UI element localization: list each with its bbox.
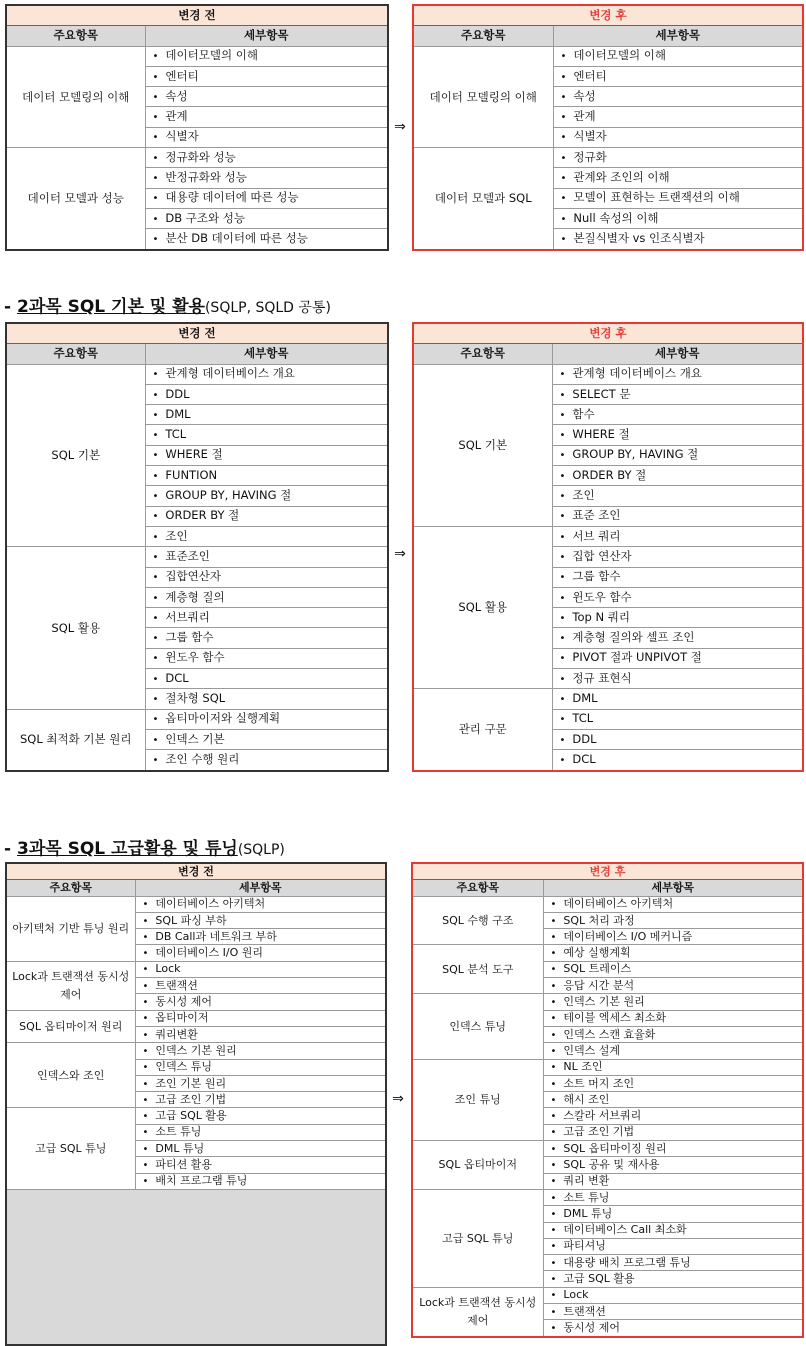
main-item-cell: 데이터 모델과 SQL [413, 148, 553, 250]
detail-item-cell: • 소트 튜닝 [543, 1189, 803, 1205]
detail-item-cell: • 정규 표현식 [552, 669, 803, 689]
table-header-row [412, 880, 803, 896]
detail-item-cell: • DB Call과 네트워크 부하 [135, 929, 386, 945]
table-row [412, 1287, 803, 1303]
detail-item-cell: • 데이터베이스 I/O 원리 [135, 945, 386, 961]
section-2-heading-prefix: - [4, 297, 17, 317]
detail-item-cell: • 분산 DB 데이터에 따른 성능 [145, 229, 388, 250]
detail-item-cell: • 집합연산자 [145, 567, 388, 587]
main-item-cell: 데이터 모델링의 이해 [6, 46, 145, 147]
section-3-before-table [5, 862, 387, 1346]
detail-item-cell: • 옵티마이저 [135, 1010, 386, 1026]
table-title-row [412, 863, 803, 880]
table-row [6, 148, 388, 168]
main-item-header: 주요항목 [6, 26, 145, 46]
detail-item-cell: • 인덱스 튜닝 [135, 1059, 386, 1075]
detail-item-cell: • 관계 [145, 107, 388, 127]
detail-item-cell: • Top N 쿼리 [552, 608, 803, 628]
detail-item-cell: • 속성 [553, 87, 803, 107]
section-2-heading-title: 2과목 SQL 기본 및 활용 [16, 297, 205, 317]
detail-item-cell: • 엔터티 [553, 66, 803, 86]
detail-item-cell: • 표준조인 [145, 547, 388, 567]
main-item-cell: 관리 구문 [413, 689, 552, 771]
detail-item-cell: • 데이터베이스 아키텍처 [135, 896, 386, 912]
detail-item-cell: • DDL [145, 384, 388, 404]
section-1-after-table [412, 4, 804, 251]
section-2-after-table [412, 322, 804, 772]
detail-item-cell: • 서브 쿼리 [552, 526, 803, 546]
detail-item-cell: • 관계형 데이터베이스 개요 [552, 364, 803, 384]
section-3-heading-title: 3과목 SQL 고급활용 및 튜닝 [16, 839, 238, 859]
detail-item-cell: • SELECT 문 [552, 384, 803, 404]
table-row [412, 1141, 803, 1157]
empty-filler-cell [6, 1189, 386, 1344]
detail-item-cell: • 계층형 질의와 셀프 조인 [552, 628, 803, 648]
table-header-row [6, 880, 386, 896]
table-title-row [413, 323, 803, 344]
detail-item-cell: • 대용량 배치 프로그램 튜닝 [543, 1255, 803, 1271]
table-title-row [413, 5, 803, 26]
detail-item-cell: • 소트 머지 조인 [543, 1075, 803, 1091]
before-title: 변경 전 [6, 863, 386, 880]
section-1-before-table [5, 4, 389, 251]
detail-item-cell: • 파티션 활용 [135, 1157, 386, 1173]
table-header-row [413, 344, 803, 364]
main-item-cell: SQL 활용 [6, 547, 145, 709]
detail-item-cell: • 대용량 데이터에 따른 성능 [145, 188, 388, 208]
detail-item-cell: • SQL 공유 및 재사용 [543, 1157, 803, 1173]
main-item-cell: SQL 옵티마이저 원리 [6, 1010, 135, 1043]
detail-item-cell: • DML [145, 405, 388, 425]
detail-item-cell: • 속성 [145, 87, 388, 107]
detail-item-cell: • 응답 시간 분석 [543, 978, 803, 994]
main-item-cell: 고급 SQL 튜닝 [6, 1108, 135, 1189]
detail-item-cell: • SQL 트레이스 [543, 961, 803, 977]
detail-item-cell: • WHERE 절 [145, 445, 388, 465]
detail-item-cell: • 엔터티 [145, 66, 388, 86]
detail-item-cell: • 계층형 질의 [145, 587, 388, 607]
table-row [6, 1043, 386, 1059]
table-row [6, 46, 388, 66]
detail-item-cell: • 모델이 표현하는 트랜잭션의 이해 [553, 188, 803, 208]
detail-item-cell: • 테이블 엑세스 최소화 [543, 1010, 803, 1026]
detail-item-cell: • TCL [552, 709, 803, 729]
detail-item-cell: • 해시 조인 [543, 1092, 803, 1108]
detail-item-cell: • DCL [145, 669, 388, 689]
main-item-cell: 인덱스와 조인 [6, 1043, 135, 1108]
detail-item-header: 세부항목 [145, 344, 388, 364]
detail-item-cell: • 트랜잭션 [135, 978, 386, 994]
detail-item-cell: • 인덱스 설계 [543, 1043, 803, 1059]
table-header-row [6, 26, 388, 46]
detail-item-cell: • 인덱스 스캔 효율화 [543, 1026, 803, 1042]
table-header-row [413, 26, 803, 46]
detail-item-cell: • 윈도우 함수 [552, 587, 803, 607]
detail-item-cell: • 반정규화와 성능 [145, 168, 388, 188]
detail-item-cell: • 옵티마이저와 실행계획 [145, 709, 388, 729]
detail-item-cell: • 파티셔닝 [543, 1238, 803, 1254]
table-row [412, 896, 803, 912]
detail-item-cell: • 관계와 조인의 이해 [553, 168, 803, 188]
after-title: 변경 후 [413, 5, 803, 26]
table-row [413, 46, 803, 66]
detail-item-cell: • GROUP BY, HAVING 절 [145, 486, 388, 506]
table-title-row [6, 5, 388, 26]
section-3-heading-prefix: - [4, 839, 17, 859]
main-item-header: 주요항목 [412, 880, 543, 896]
detail-item-cell: • SQL 옵티마이징 원리 [543, 1141, 803, 1157]
table-row [6, 961, 386, 977]
section-3-after-table [411, 862, 804, 1338]
detail-item-cell: • SQL 처리 과정 [543, 912, 803, 928]
table-title-row [6, 863, 386, 880]
detail-item-cell: • ORDER BY 절 [145, 506, 388, 526]
section-2-before-table [5, 322, 389, 772]
detail-item-cell: • 예상 실행계획 [543, 945, 803, 961]
table-row [412, 1189, 803, 1205]
detail-item-cell: • 정규화 [553, 148, 803, 168]
detail-item-cell: • 트랜잭션 [543, 1304, 803, 1320]
empty-filler-row [6, 1189, 386, 1344]
detail-item-cell: • 표준 조인 [552, 506, 803, 526]
table-row [6, 709, 388, 729]
detail-item-cell: • DB 구조와 성능 [145, 208, 388, 228]
detail-item-cell: • 식별자 [553, 127, 803, 147]
detail-item-header: 세부항목 [553, 26, 803, 46]
main-item-cell: SQL 수행 구조 [412, 896, 543, 945]
main-item-cell: Lock과 트랜잭션 동시성 제어 [6, 961, 135, 1010]
main-item-cell: SQL 기본 [413, 364, 552, 526]
detail-item-cell: • 관계 [553, 107, 803, 127]
main-item-header: 주요항목 [413, 26, 553, 46]
detail-item-cell: • GROUP BY, HAVING 절 [552, 445, 803, 465]
detail-item-cell: • DCL [552, 750, 803, 771]
main-item-cell: 고급 SQL 튜닝 [412, 1189, 543, 1287]
detail-item-cell: • 조인 [145, 526, 388, 546]
detail-item-cell: • 인덱스 기본 원리 [135, 1043, 386, 1059]
detail-item-header: 세부항목 [552, 344, 803, 364]
before-title: 변경 전 [6, 323, 388, 344]
section-3-heading-note: (SQLP) [237, 842, 285, 858]
detail-item-cell: • DML [552, 689, 803, 709]
table-header-row [6, 344, 388, 364]
detail-item-cell: • 본질식별자 vs 인조식별자 [553, 229, 803, 250]
main-item-cell: SQL 옵티마이저 [412, 1141, 543, 1190]
after-title: 변경 후 [412, 863, 803, 880]
detail-item-cell: • 데이터모델의 이해 [553, 46, 803, 66]
detail-item-header: 세부항목 [135, 880, 386, 896]
table-row [413, 364, 803, 384]
main-item-cell: 조인 튜닝 [412, 1059, 543, 1140]
detail-item-cell: • 고급 조인 기법 [135, 1092, 386, 1108]
main-item-cell: 데이터 모델링의 이해 [413, 46, 553, 147]
detail-item-cell: • 식별자 [145, 127, 388, 147]
section-2-heading [4, 292, 331, 317]
detail-item-cell: • Null 속성의 이해 [553, 208, 803, 228]
table-row [412, 994, 803, 1010]
table-row [6, 1108, 386, 1124]
detail-item-cell: • 조인 수행 원리 [145, 750, 388, 771]
detail-item-cell: • 쿼리변환 [135, 1026, 386, 1042]
detail-item-cell: • 쿼리 변환 [543, 1173, 803, 1189]
detail-item-cell: • 집합 연산자 [552, 547, 803, 567]
detail-item-header: 세부항목 [145, 26, 388, 46]
detail-item-cell: • ORDER BY 절 [552, 466, 803, 486]
detail-item-cell: • WHERE 절 [552, 425, 803, 445]
detail-item-cell: • TCL [145, 425, 388, 445]
main-item-header: 주요항목 [6, 344, 145, 364]
detail-item-cell: • 배치 프로그램 튜닝 [135, 1173, 386, 1189]
detail-item-cell: • 데이터모델의 이해 [145, 46, 388, 66]
table-row [6, 547, 388, 567]
detail-item-cell: • 인덱스 기본 [145, 729, 388, 749]
section-2-heading-note: (SQLP, SQLD 공통) [204, 300, 331, 316]
after-title: 변경 후 [413, 323, 803, 344]
detail-item-cell: • 데이터베이스 아키텍처 [543, 896, 803, 912]
detail-item-cell: • 정규화와 성능 [145, 148, 388, 168]
detail-item-cell: • Lock [135, 961, 386, 977]
detail-item-cell: • 그룹 함수 [552, 567, 803, 587]
before-title: 변경 전 [6, 5, 388, 26]
table-row [412, 945, 803, 961]
detail-item-cell: • 윈도우 함수 [145, 648, 388, 668]
detail-item-cell: • 인덱스 기본 원리 [543, 994, 803, 1010]
table-row [413, 689, 803, 709]
table-row [413, 148, 803, 168]
detail-item-cell: • 고급 조인 기법 [543, 1124, 803, 1140]
section-1-arrow: ⇒ [394, 119, 406, 135]
detail-item-cell: • DML 튜닝 [543, 1206, 803, 1222]
detail-item-cell: • 데이터베이스 I/O 메커니즘 [543, 929, 803, 945]
main-item-cell: SQL 최적화 기본 원리 [6, 709, 145, 770]
detail-item-cell: • 고급 SQL 활용 [543, 1271, 803, 1287]
detail-item-cell: • 동시성 제어 [135, 994, 386, 1010]
main-item-header: 주요항목 [413, 344, 552, 364]
detail-item-cell: • 고급 SQL 활용 [135, 1108, 386, 1124]
detail-item-cell: • 조인 기본 원리 [135, 1075, 386, 1091]
main-item-cell: 데이터 모델과 성능 [6, 148, 145, 250]
main-item-cell: SQL 활용 [413, 526, 552, 688]
detail-item-cell: • SQL 파싱 부하 [135, 912, 386, 928]
detail-item-cell: • 함수 [552, 405, 803, 425]
table-row [6, 896, 386, 912]
section-3-heading [4, 834, 285, 859]
detail-item-cell: • Lock [543, 1287, 803, 1303]
main-item-cell: 인덱스 튜닝 [412, 994, 543, 1059]
detail-item-cell: • 조인 [552, 486, 803, 506]
detail-item-cell: • FUNTION [145, 466, 388, 486]
main-item-cell: Lock과 트랜잭션 동시성 제어 [412, 1287, 543, 1336]
table-title-row [6, 323, 388, 344]
detail-item-header: 세부항목 [543, 880, 803, 896]
detail-item-cell: • DML 튜닝 [135, 1141, 386, 1157]
detail-item-cell: • 동시성 제어 [543, 1320, 803, 1337]
section-2-arrow: ⇒ [394, 546, 406, 562]
detail-item-cell: • 데이터베이스 Call 최소화 [543, 1222, 803, 1238]
table-row [6, 364, 388, 384]
main-item-cell: SQL 분석 도구 [412, 945, 543, 994]
section-3-arrow: ⇒ [392, 1091, 404, 1107]
detail-item-cell: • 서브쿼리 [145, 608, 388, 628]
detail-item-cell: • 소트 튜닝 [135, 1124, 386, 1140]
detail-item-cell: • 그룹 함수 [145, 628, 388, 648]
detail-item-cell: • 관계형 데이터베이스 개요 [145, 364, 388, 384]
table-row [413, 526, 803, 546]
detail-item-cell: • 스칼라 서브쿼리 [543, 1108, 803, 1124]
detail-item-cell: • NL 조인 [543, 1059, 803, 1075]
detail-item-cell: • PIVOT 절과 UNPIVOT 절 [552, 648, 803, 668]
table-row [6, 1010, 386, 1026]
detail-item-cell: • 절차형 SQL [145, 689, 388, 709]
main-item-header: 주요항목 [6, 880, 135, 896]
main-item-cell: SQL 기본 [6, 364, 145, 547]
main-item-cell: 아키텍처 기반 튜닝 원리 [6, 896, 135, 961]
table-row [412, 1059, 803, 1075]
detail-item-cell: • DDL [552, 729, 803, 749]
